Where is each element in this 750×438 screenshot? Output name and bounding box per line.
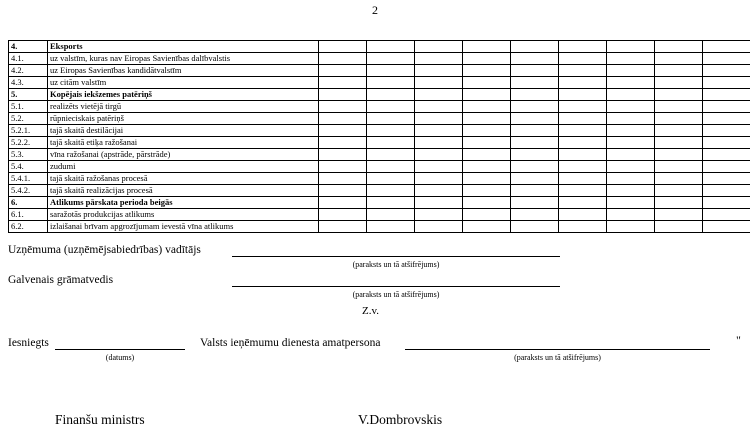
director-signature-note: (paraksts un tā atšifrējums) xyxy=(352,260,440,269)
date-note: (datums) xyxy=(105,353,135,362)
value-cell xyxy=(607,209,655,221)
value-cell xyxy=(559,113,607,125)
value-cell xyxy=(655,89,703,101)
row-number: 4. xyxy=(9,41,48,53)
row-number: 5.1. xyxy=(9,101,48,113)
value-cell xyxy=(367,65,415,77)
value-cell xyxy=(367,125,415,137)
value-cell xyxy=(703,53,750,65)
value-cell xyxy=(607,113,655,125)
value-cell xyxy=(319,137,367,149)
value-cell xyxy=(319,197,367,209)
value-cell xyxy=(559,221,607,233)
row-label: tajā skaitā etiķa ražošanai xyxy=(48,137,319,149)
row-label: realizēts vietējā tirgū xyxy=(48,101,319,113)
value-cell xyxy=(367,161,415,173)
value-cell xyxy=(559,77,607,89)
table-row xyxy=(9,137,750,149)
value-cell xyxy=(463,137,511,149)
value-cell xyxy=(703,65,750,77)
row-number: 4.2. xyxy=(9,65,48,77)
seal-label: Z.v. xyxy=(362,305,380,317)
value-cell xyxy=(559,101,607,113)
row-number: 6.2. xyxy=(9,221,48,233)
value-cell xyxy=(415,41,463,53)
value-cell xyxy=(607,65,655,77)
value-cell xyxy=(319,53,367,65)
value-cell xyxy=(511,173,559,185)
table-row xyxy=(9,89,750,101)
value-cell xyxy=(463,221,511,233)
report-table xyxy=(8,40,750,233)
value-cell xyxy=(607,77,655,89)
value-cell xyxy=(463,185,511,197)
value-cell xyxy=(703,41,750,53)
value-cell xyxy=(367,149,415,161)
table-row xyxy=(9,173,750,185)
table-row xyxy=(9,125,750,137)
row-number: 5.4. xyxy=(9,161,48,173)
table-row xyxy=(9,77,750,89)
table-row xyxy=(9,53,750,65)
value-cell xyxy=(703,137,750,149)
value-cell xyxy=(367,209,415,221)
row-number: 5.4.1. xyxy=(9,173,48,185)
accountant-signature-line xyxy=(232,286,560,287)
value-cell xyxy=(463,113,511,125)
page-number: 2 xyxy=(372,3,378,17)
value-cell xyxy=(703,149,750,161)
value-cell xyxy=(655,221,703,233)
value-cell xyxy=(511,89,559,101)
value-cell xyxy=(607,197,655,209)
row-label: Kopējais iekšzemes patēriņš xyxy=(48,89,319,101)
value-cell xyxy=(415,137,463,149)
value-cell xyxy=(511,197,559,209)
row-number: 5.2.1. xyxy=(9,125,48,137)
row-label: rūpnieciskais patēriņš xyxy=(48,113,319,125)
value-cell xyxy=(703,185,750,197)
value-cell xyxy=(559,173,607,185)
value-cell xyxy=(415,125,463,137)
value-cell xyxy=(511,101,559,113)
submitted-label: Iesniegts xyxy=(8,337,49,349)
quote-mark: " xyxy=(736,333,741,347)
value-cell xyxy=(703,125,750,137)
value-cell xyxy=(463,149,511,161)
table-row xyxy=(9,149,750,161)
value-cell xyxy=(511,113,559,125)
official-signature-note: (paraksts un tā atšifrējums) xyxy=(514,353,601,362)
row-label: tajā skaitā destilācijai xyxy=(48,125,319,137)
value-cell xyxy=(415,65,463,77)
row-label: izlaišanai brīvam apgrozījumam ievestā vīna atlikums xyxy=(48,221,319,233)
value-cell xyxy=(415,53,463,65)
value-cell xyxy=(319,113,367,125)
value-cell xyxy=(511,77,559,89)
value-cell xyxy=(559,41,607,53)
official-label: Valsts ieņēmumu dienesta amatpersona xyxy=(200,337,381,349)
date-line xyxy=(55,349,185,350)
row-number: 5.2. xyxy=(9,113,48,125)
value-cell xyxy=(511,41,559,53)
row-number: 5.3. xyxy=(9,149,48,161)
value-cell xyxy=(463,65,511,77)
row-label: uz citām valstīm xyxy=(48,77,319,89)
value-cell xyxy=(655,173,703,185)
table-row xyxy=(9,185,750,197)
value-cell xyxy=(415,113,463,125)
value-cell xyxy=(463,77,511,89)
row-label: Eksports xyxy=(48,41,319,53)
row-number: 6.1. xyxy=(9,209,48,221)
minister-name: V.Dombrovskis xyxy=(358,412,443,427)
row-label: uz Eiropas Savienības kandidātvalstīm xyxy=(48,65,319,77)
value-cell xyxy=(319,89,367,101)
value-cell xyxy=(559,53,607,65)
value-cell xyxy=(511,149,559,161)
value-cell xyxy=(607,149,655,161)
director-label: Uzņēmuma (uzņēmējsabiedrības) vadītājs xyxy=(8,244,201,256)
value-cell xyxy=(319,77,367,89)
value-cell xyxy=(415,149,463,161)
row-label: zudumi xyxy=(48,161,319,173)
value-cell xyxy=(655,41,703,53)
value-cell xyxy=(319,41,367,53)
value-cell xyxy=(559,185,607,197)
table-row xyxy=(9,161,750,173)
row-label: uz valstīm, kuras nav Eiropas Savienības dalībvalstis xyxy=(48,53,319,65)
value-cell xyxy=(703,113,750,125)
table-row xyxy=(9,41,750,53)
value-cell xyxy=(415,161,463,173)
value-cell xyxy=(415,221,463,233)
value-cell xyxy=(367,197,415,209)
row-label: vīna ražošanai (apstrāde, pārstrāde) xyxy=(48,149,319,161)
value-cell xyxy=(703,77,750,89)
value-cell xyxy=(319,173,367,185)
value-cell xyxy=(655,65,703,77)
value-cell xyxy=(367,53,415,65)
value-cell xyxy=(511,125,559,137)
director-signature-line xyxy=(232,256,560,257)
value-cell xyxy=(511,65,559,77)
value-cell xyxy=(655,197,703,209)
value-cell xyxy=(607,221,655,233)
table-row xyxy=(9,65,750,77)
value-cell xyxy=(511,161,559,173)
value-cell xyxy=(607,185,655,197)
value-cell xyxy=(703,209,750,221)
value-cell xyxy=(607,173,655,185)
value-cell xyxy=(607,161,655,173)
value-cell xyxy=(319,125,367,137)
row-label: Atlikums pārskata perioda beigās xyxy=(48,197,319,209)
value-cell xyxy=(655,161,703,173)
value-cell xyxy=(559,137,607,149)
value-cell xyxy=(703,161,750,173)
accountant-label: Galvenais grāmatvedis xyxy=(8,274,114,286)
row-number: 4.3. xyxy=(9,77,48,89)
value-cell xyxy=(367,113,415,125)
value-cell xyxy=(415,101,463,113)
value-cell xyxy=(463,209,511,221)
minister-title: Finanšu ministrs xyxy=(55,412,145,427)
table-row xyxy=(9,221,750,233)
value-cell xyxy=(703,197,750,209)
row-number: 6. xyxy=(9,197,48,209)
value-cell xyxy=(559,161,607,173)
value-cell xyxy=(655,53,703,65)
value-cell xyxy=(511,221,559,233)
value-cell xyxy=(319,221,367,233)
value-cell xyxy=(511,137,559,149)
value-cell xyxy=(367,77,415,89)
value-cell xyxy=(655,209,703,221)
value-cell xyxy=(367,185,415,197)
value-cell xyxy=(703,101,750,113)
value-cell xyxy=(703,221,750,233)
row-label: saražotās produkcijas atlikums xyxy=(48,209,319,221)
value-cell xyxy=(367,221,415,233)
value-cell xyxy=(655,185,703,197)
value-cell xyxy=(655,149,703,161)
row-label: tajā skaitā ražošanas procesā xyxy=(48,173,319,185)
value-cell xyxy=(655,77,703,89)
value-cell xyxy=(559,65,607,77)
row-number: 4.1. xyxy=(9,53,48,65)
table-row xyxy=(9,209,750,221)
official-signature-line xyxy=(405,349,710,350)
row-number: 5.4.2. xyxy=(9,185,48,197)
value-cell xyxy=(607,101,655,113)
value-cell xyxy=(367,137,415,149)
value-cell xyxy=(463,173,511,185)
value-cell xyxy=(559,197,607,209)
value-cell xyxy=(415,173,463,185)
value-cell xyxy=(655,125,703,137)
value-cell xyxy=(511,209,559,221)
value-cell xyxy=(559,209,607,221)
row-label: tajā skaitā realizācijas procesā xyxy=(48,185,319,197)
value-cell xyxy=(703,173,750,185)
value-cell xyxy=(607,137,655,149)
value-cell xyxy=(559,89,607,101)
value-cell xyxy=(319,101,367,113)
value-cell xyxy=(511,185,559,197)
table-row xyxy=(9,113,750,125)
value-cell xyxy=(463,125,511,137)
value-cell xyxy=(607,53,655,65)
value-cell xyxy=(415,185,463,197)
table-row xyxy=(9,197,750,209)
value-cell xyxy=(655,101,703,113)
value-cell xyxy=(319,161,367,173)
value-cell xyxy=(463,41,511,53)
value-cell xyxy=(607,125,655,137)
value-cell xyxy=(319,185,367,197)
row-number: 5.2.2. xyxy=(9,137,48,149)
value-cell xyxy=(655,137,703,149)
value-cell xyxy=(607,89,655,101)
value-cell xyxy=(463,89,511,101)
value-cell xyxy=(367,101,415,113)
value-cell xyxy=(367,41,415,53)
value-cell xyxy=(703,89,750,101)
accountant-signature-note: (paraksts un tā atšifrējums) xyxy=(352,290,440,299)
value-cell xyxy=(463,101,511,113)
value-cell xyxy=(655,113,703,125)
value-cell xyxy=(415,197,463,209)
value-cell xyxy=(367,89,415,101)
row-number: 5. xyxy=(9,89,48,101)
value-cell xyxy=(415,89,463,101)
value-cell xyxy=(559,149,607,161)
table-body xyxy=(9,41,750,233)
value-cell xyxy=(415,209,463,221)
value-cell xyxy=(415,77,463,89)
value-cell xyxy=(463,53,511,65)
value-cell xyxy=(559,125,607,137)
value-cell xyxy=(367,173,415,185)
value-cell xyxy=(463,161,511,173)
value-cell xyxy=(511,53,559,65)
value-cell xyxy=(607,41,655,53)
value-cell xyxy=(319,65,367,77)
table-row xyxy=(9,101,750,113)
value-cell xyxy=(319,149,367,161)
value-cell xyxy=(319,209,367,221)
value-cell xyxy=(463,197,511,209)
